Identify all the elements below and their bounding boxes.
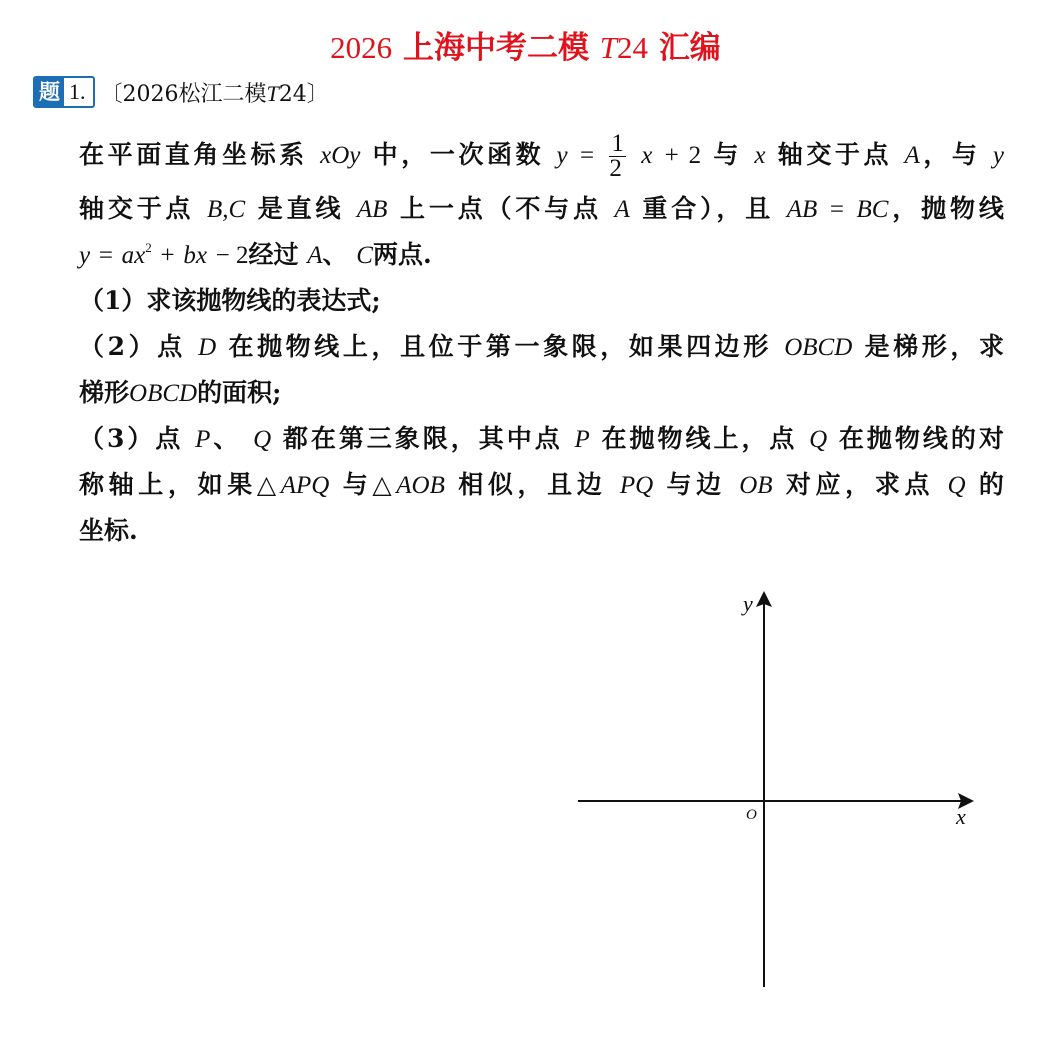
fraction-denominator: 2: [609, 155, 622, 182]
text-seg: 的: [978, 470, 1004, 499]
text-seg: 与: [713, 140, 742, 169]
math-var: y: [992, 142, 1004, 169]
origin-label: O: [746, 807, 757, 823]
math-op: =: [829, 196, 844, 223]
text-seg: 上一点（不与点: [399, 194, 602, 223]
math-var: ax: [121, 242, 146, 269]
title-year: 2026: [330, 30, 393, 65]
math-var: x: [641, 142, 653, 169]
math-op: +: [160, 242, 175, 269]
text-seg: 两点.: [372, 240, 432, 269]
x-axis-label: x: [956, 804, 966, 829]
math-var: bx: [183, 242, 207, 269]
text-seg: 是直线: [257, 194, 345, 223]
math-var: OB: [739, 472, 773, 499]
title-suffix: 汇编: [658, 30, 721, 66]
source-t: T: [266, 80, 279, 106]
title-num: 24: [617, 30, 649, 65]
math-op: − 2: [215, 242, 249, 269]
math-var: A: [904, 142, 920, 169]
math-var: PQ: [619, 472, 654, 499]
text-seg: 在抛物线的对: [838, 424, 1004, 453]
text-seg: 与边: [666, 470, 726, 499]
text-seg: 轴交于点: [777, 140, 893, 169]
text-seg: 、: [210, 424, 242, 453]
math-var: y: [556, 142, 568, 169]
math-var: AOB: [396, 472, 445, 499]
math-var: A: [614, 196, 630, 223]
math-var: Q: [253, 426, 272, 453]
math-op: =: [579, 142, 595, 169]
math-var: AB: [786, 196, 818, 223]
text-seg: 在抛物线上，且位于第一象限，如果四边形: [228, 332, 772, 361]
text-seg: 与△: [342, 470, 397, 499]
text-seg: 是梯形，求: [864, 332, 1004, 361]
text-seg: 都在第三象限，其中点: [282, 424, 563, 453]
text-seg: 、: [322, 240, 348, 269]
math-var: P: [195, 426, 211, 453]
math-var: APQ: [280, 472, 330, 499]
math-var: OBCD: [129, 380, 198, 407]
text-seg: 相似，且边: [458, 470, 607, 499]
question-badge-label: 题: [35, 78, 64, 106]
text-seg: 重合），且: [642, 194, 775, 223]
text-seg: 称轴上，如果△: [79, 470, 281, 499]
math-var: AB: [356, 196, 388, 223]
text-seg: 轴交于点: [79, 194, 195, 223]
math-var: OBCD: [784, 334, 853, 361]
text-seg: 在平面直角坐标系: [79, 140, 308, 169]
title-t: T: [599, 30, 618, 65]
math-xoy: xOy: [320, 142, 361, 169]
math-var: BC: [856, 196, 889, 223]
text-seg: 对应，求点: [785, 470, 935, 499]
source-num: 24〕: [278, 81, 329, 107]
text-seg: 梯形: [79, 378, 130, 407]
math-var: D: [198, 334, 217, 361]
text-seg: 经过: [248, 240, 299, 269]
text-seg: 在抛物线上，点: [601, 424, 798, 453]
text-line-4: （1）求该抛物线的表达式;: [79, 286, 381, 315]
text-seg: （3）点: [79, 424, 184, 453]
math-op: =: [98, 242, 113, 269]
text-seg: 的面积;: [197, 378, 282, 407]
math-var: Q: [809, 426, 828, 453]
title-text: 上海中考二模: [402, 30, 589, 66]
math-exponent: 2: [145, 240, 152, 255]
y-axis-label: y: [743, 591, 753, 616]
math-var: Q: [947, 472, 966, 499]
math-var: P: [574, 426, 590, 453]
math-var: x: [754, 142, 766, 169]
math-var: C: [356, 242, 373, 269]
text-seg: ，抛物线: [888, 194, 1004, 223]
math-op: + 2: [664, 142, 702, 169]
math-var: A: [307, 242, 323, 269]
fraction-numerator: 1: [611, 130, 624, 157]
math-var: y: [79, 242, 91, 269]
text-seg: ，与: [919, 140, 981, 169]
source-text: 〔2026松江二模: [100, 81, 267, 107]
question-number: 1.: [69, 79, 86, 104]
text-line-9: 坐标.: [79, 516, 138, 545]
math-var: B,C: [206, 196, 246, 223]
text-seg: 中，一次函数: [372, 140, 545, 169]
text-seg: （2）点: [79, 332, 186, 361]
